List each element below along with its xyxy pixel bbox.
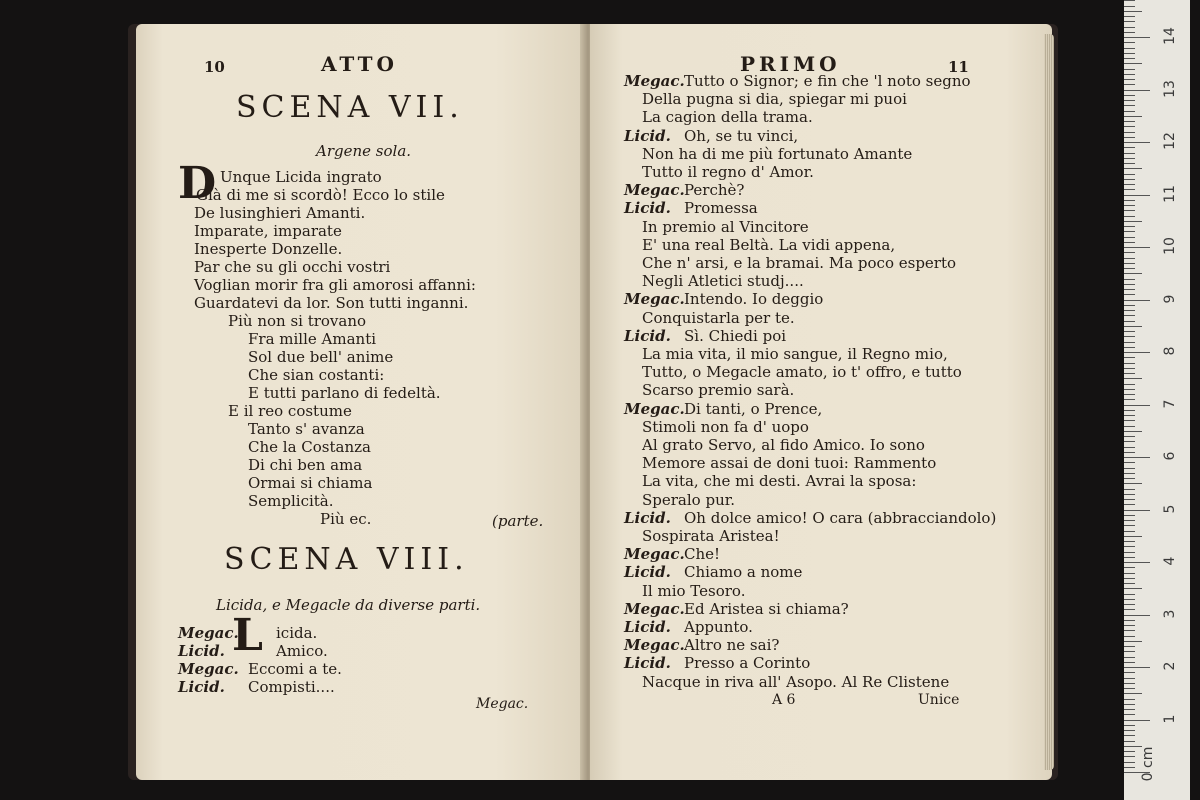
ruler-number: 13 bbox=[1162, 79, 1178, 98]
ruler-tick bbox=[1124, 237, 1135, 238]
dialogue-text: Perchè? bbox=[684, 181, 745, 200]
dialogue-text: La cagion della trama. bbox=[642, 108, 813, 127]
ruler-tick bbox=[1124, 300, 1150, 301]
ruler-tick bbox=[1124, 415, 1135, 416]
ruler-tick bbox=[1124, 583, 1135, 584]
speaker-label: Megac. bbox=[624, 599, 685, 618]
ruler-tick bbox=[1124, 279, 1135, 280]
ruler-tick bbox=[1124, 273, 1142, 274]
ruler-tick bbox=[1124, 636, 1135, 637]
ruler-number: 10 bbox=[1162, 237, 1178, 255]
ruler-tick bbox=[1124, 573, 1135, 574]
drop-cap: L bbox=[232, 610, 263, 661]
speaker-label: Megac. bbox=[624, 399, 685, 418]
ruler-number: 1 bbox=[1162, 714, 1178, 723]
ruler-tick bbox=[1124, 305, 1135, 306]
ruler-tick bbox=[1124, 363, 1135, 364]
ruler-tick bbox=[1124, 27, 1135, 28]
ruler-tick bbox=[1124, 331, 1135, 332]
ruler-tick bbox=[1124, 499, 1135, 500]
ruler-tick bbox=[1124, 326, 1142, 327]
verse-line: Tanto s' avanza bbox=[248, 420, 365, 438]
dialogue-text: Compisti.... bbox=[248, 678, 335, 696]
ruler-tick bbox=[1124, 373, 1135, 374]
ruler-tick bbox=[1124, 578, 1135, 579]
ruler-tick bbox=[1124, 263, 1135, 264]
running-head: ATTO bbox=[321, 52, 398, 76]
ruler-tick bbox=[1124, 37, 1150, 38]
ruler-tick bbox=[1124, 646, 1135, 647]
ruler-tick bbox=[1124, 189, 1135, 190]
verse-line: Più ec. bbox=[320, 510, 372, 528]
dialogue-text: Non ha di me più fortunato Amante bbox=[642, 144, 913, 163]
ruler-tick bbox=[1124, 53, 1135, 54]
ruler-tick bbox=[1124, 137, 1135, 138]
ruler-tick bbox=[1124, 531, 1135, 532]
ruler-tick bbox=[1124, 557, 1135, 558]
verse-line: Di chi ben ama bbox=[248, 456, 363, 474]
ruler-tick bbox=[1124, 179, 1135, 180]
ruler-tick bbox=[1124, 210, 1135, 211]
dialogue-text: Altro ne sai? bbox=[684, 636, 780, 655]
speaker-label: Megac. bbox=[624, 290, 685, 309]
ruler-number: 14 bbox=[1162, 27, 1178, 45]
ruler-tick bbox=[1124, 315, 1135, 316]
ruler-tick bbox=[1124, 457, 1150, 458]
ruler-tick bbox=[1124, 11, 1142, 12]
scene-title: SCENA VII. bbox=[236, 90, 464, 125]
ruler-tick bbox=[1124, 205, 1135, 206]
ruler-tick bbox=[1124, 462, 1135, 463]
verse-line: Più non si trovano bbox=[228, 312, 367, 330]
ruler-tick bbox=[1124, 289, 1135, 290]
page-number: 10 bbox=[204, 58, 225, 76]
dialogue-text: Chiamo a nome bbox=[684, 563, 803, 582]
ruler-tick bbox=[1124, 678, 1135, 679]
ruler-tick bbox=[1124, 6, 1135, 7]
ruler-tick bbox=[1124, 216, 1135, 217]
dialogue-text: Presso a Corinto bbox=[684, 654, 811, 673]
ruler-tick bbox=[1124, 751, 1135, 752]
page-number: 11 bbox=[948, 58, 969, 76]
dialogue-text: Al grato Servo, al fido Amico. Io sono bbox=[642, 436, 925, 454]
ruler-tick bbox=[1124, 641, 1142, 642]
ruler-tick bbox=[1124, 588, 1142, 589]
ruler-unit-label: 0 cm bbox=[1140, 746, 1156, 782]
ruler-tick bbox=[1124, 447, 1135, 448]
ruler-tick bbox=[1124, 599, 1135, 600]
ruler-tick bbox=[1124, 552, 1135, 553]
ruler-tick bbox=[1124, 489, 1135, 490]
ruler-tick bbox=[1124, 58, 1135, 59]
ruler-tick bbox=[1124, 594, 1135, 595]
dialogue-text: Sospirata Aristea! bbox=[642, 527, 780, 545]
speaker-label: Megac. bbox=[624, 181, 685, 200]
ruler-tick bbox=[1124, 268, 1135, 269]
ruler-tick bbox=[1124, 483, 1142, 484]
dialogue-text: Della pugna si dia, spiegar mi puoi bbox=[642, 90, 907, 109]
ruler-tick bbox=[1124, 399, 1135, 400]
ruler-tick bbox=[1124, 546, 1135, 547]
dialogue-text: Tutto o Signor; e fin che 'l noto segno bbox=[684, 72, 971, 90]
speaker-label: Licid. bbox=[624, 199, 671, 218]
ruler-tick bbox=[1124, 468, 1135, 469]
ruler-tick bbox=[1124, 336, 1135, 337]
ruler-tick bbox=[1124, 116, 1142, 117]
dialogue-text: Tutto il regno d' Amor. bbox=[642, 163, 814, 181]
ruler-number: 8 bbox=[1162, 346, 1178, 356]
dialogue-text: Di tanti, o Prence, bbox=[684, 399, 823, 418]
speaker-label: Licid. bbox=[624, 563, 671, 582]
ruler-tick bbox=[1124, 105, 1135, 106]
ruler-number: 6 bbox=[1162, 451, 1178, 461]
dialogue-text: icida. bbox=[276, 624, 318, 642]
ruler-tick bbox=[1124, 0, 1135, 1]
stage-direction: Argene sola. bbox=[316, 142, 412, 160]
dialogue-text: Appunto. bbox=[684, 618, 753, 636]
ruler-tick bbox=[1124, 714, 1135, 715]
ruler-tick bbox=[1124, 16, 1135, 17]
ruler-tick bbox=[1124, 426, 1135, 427]
dialogue-text: In premio al Vincitore bbox=[642, 217, 809, 236]
catchword: Unice bbox=[918, 692, 960, 708]
ruler-tick bbox=[1124, 310, 1135, 311]
dialogue-text: Ed Aristea si chiama? bbox=[684, 599, 849, 618]
ruler-tick bbox=[1124, 683, 1135, 684]
ruler-tick bbox=[1124, 452, 1135, 453]
ruler-tick bbox=[1124, 258, 1135, 259]
ruler-tick bbox=[1124, 520, 1135, 521]
ruler-tick bbox=[1124, 667, 1150, 668]
verse-line: Semplicità. bbox=[248, 492, 334, 510]
ruler-tick bbox=[1124, 536, 1142, 537]
ruler-tick bbox=[1124, 195, 1150, 196]
ruler-tick bbox=[1124, 384, 1135, 385]
stage-direction: Licida, e Megacle da diverse parti. bbox=[216, 596, 481, 614]
speaker-label: Licid. bbox=[624, 618, 671, 636]
speaker-label: Licid. bbox=[624, 126, 671, 145]
ruler-tick bbox=[1124, 431, 1142, 432]
dialogue-text: E' una real Beltà. La vidi appena, bbox=[642, 235, 896, 254]
verse-line: Che la Costanza bbox=[248, 438, 371, 456]
ruler-tick bbox=[1124, 21, 1135, 22]
ruler-number: 11 bbox=[1162, 184, 1178, 203]
signature-mark: A 6 bbox=[772, 692, 796, 708]
speaker-label: Megac. bbox=[178, 660, 239, 678]
ruler-tick bbox=[1124, 284, 1135, 285]
dialogue-text: Intendo. Io deggio bbox=[684, 290, 824, 309]
ruler-tick bbox=[1124, 699, 1135, 700]
speaker-label: Licid. bbox=[624, 326, 671, 345]
speaker-label: Licid. bbox=[624, 654, 671, 673]
ruler-tick bbox=[1124, 478, 1135, 479]
ruler-tick bbox=[1124, 95, 1135, 96]
speaker-label: Megac. bbox=[624, 545, 685, 564]
dialogue-text: Speralo pur. bbox=[642, 490, 736, 509]
dialogue-text: Sì. Chiedi poi bbox=[684, 326, 787, 345]
ruler-tick bbox=[1124, 541, 1135, 542]
exit-direction: (parte. bbox=[492, 512, 544, 530]
dialogue-text: Che n' arsi, e la bramai. Ma poco esperto bbox=[642, 254, 957, 272]
speaker-label: Megac. bbox=[624, 636, 685, 655]
verse-line: E il reo costume bbox=[228, 402, 352, 420]
ruler-tick bbox=[1124, 693, 1142, 694]
ruler-tick bbox=[1124, 158, 1135, 159]
speaker-label: Licid. bbox=[178, 642, 225, 660]
ruler-tick bbox=[1124, 420, 1135, 421]
ruler-tick bbox=[1124, 567, 1135, 568]
verse-line: Ormai si chiama bbox=[248, 474, 373, 492]
ruler-tick bbox=[1124, 231, 1135, 232]
ruler-number: 12 bbox=[1162, 132, 1178, 150]
dialogue-text: Conquistarla per te. bbox=[642, 308, 795, 327]
ruler-tick bbox=[1124, 126, 1135, 127]
ruler-tick bbox=[1124, 378, 1142, 379]
measuring-ruler bbox=[1124, 0, 1190, 800]
dialogue-text: La vita, che mi desti. Avrai la sposa: bbox=[642, 472, 917, 491]
ruler-tick bbox=[1124, 704, 1135, 705]
ruler-tick bbox=[1124, 142, 1150, 143]
ruler-tick bbox=[1124, 625, 1135, 626]
ruler-number: 5 bbox=[1162, 504, 1178, 513]
ruler-tick bbox=[1124, 709, 1135, 710]
dialogue-text: Oh, se tu vinci, bbox=[684, 126, 799, 145]
ruler-tick bbox=[1124, 688, 1135, 689]
ruler-tick bbox=[1124, 725, 1135, 726]
ruler-tick bbox=[1124, 615, 1150, 616]
verse-line: Inesperte Donzelle. bbox=[194, 240, 343, 258]
dialogue-text: Oh dolce amico! O cara (abbracciandolo) bbox=[684, 508, 997, 527]
dialogue-text: La mia vita, il mio sangue, il Regno mio, bbox=[642, 345, 948, 363]
ruler-tick bbox=[1124, 247, 1150, 248]
ruler-tick bbox=[1124, 321, 1135, 322]
ruler-tick bbox=[1124, 184, 1135, 185]
ruler-tick bbox=[1124, 147, 1135, 148]
ruler-tick bbox=[1124, 357, 1135, 358]
verse-line: Voglian morir fra gli amorosi affanni: bbox=[194, 276, 476, 294]
ruler-number: 2 bbox=[1162, 661, 1178, 671]
ruler-tick bbox=[1124, 74, 1135, 75]
ruler-tick bbox=[1124, 294, 1135, 295]
ruler-tick bbox=[1124, 562, 1150, 563]
ruler-tick bbox=[1124, 662, 1135, 663]
dialogue-text: Memore assai de doni tuoi: Rammento bbox=[642, 454, 937, 473]
ruler-tick bbox=[1124, 42, 1135, 43]
ruler-tick bbox=[1124, 69, 1135, 70]
ruler-tick bbox=[1124, 720, 1150, 721]
ruler-tick bbox=[1124, 515, 1135, 516]
ruler-tick bbox=[1124, 84, 1135, 85]
dialogue-text: Scarso premio sarà. bbox=[642, 381, 795, 400]
ruler-tick bbox=[1124, 741, 1135, 742]
dialogue-text: Che! bbox=[684, 545, 721, 564]
verse-line: Che sian costanti: bbox=[248, 366, 385, 384]
ruler-number: 3 bbox=[1162, 609, 1178, 618]
ruler-tick bbox=[1124, 153, 1135, 154]
ruler-tick bbox=[1124, 352, 1150, 353]
ruler-tick bbox=[1124, 762, 1135, 763]
dialogue-text: Promessa bbox=[684, 199, 758, 218]
ruler-number: 4 bbox=[1162, 556, 1178, 566]
ruler-tick bbox=[1124, 200, 1135, 201]
ruler-tick bbox=[1124, 121, 1135, 122]
ruler-tick bbox=[1124, 756, 1135, 757]
ruler-tick bbox=[1124, 226, 1135, 227]
ruler-tick bbox=[1124, 132, 1135, 133]
scene-title: SCENA VIII. bbox=[224, 542, 469, 577]
page-edges bbox=[1044, 34, 1054, 770]
ruler-tick bbox=[1124, 609, 1135, 610]
ruler-tick bbox=[1124, 79, 1135, 80]
dialogue-text: Negli Atletici studj.... bbox=[642, 272, 804, 291]
ruler-tick bbox=[1124, 63, 1142, 64]
ruler-tick bbox=[1124, 174, 1135, 175]
left-page bbox=[136, 24, 586, 780]
ruler-tick bbox=[1124, 48, 1135, 49]
ruler-tick bbox=[1124, 410, 1135, 411]
ruler-tick bbox=[1124, 767, 1135, 768]
ruler-number: 7 bbox=[1162, 399, 1178, 408]
speaker-label: Megac. bbox=[624, 72, 685, 90]
verse-line: De lusinghieri Amanti. bbox=[194, 204, 366, 222]
ruler-tick bbox=[1124, 394, 1135, 395]
running-head: PRIMO bbox=[740, 52, 841, 76]
dialogue-text: Il mio Tesoro. bbox=[642, 581, 746, 600]
ruler-tick bbox=[1124, 368, 1135, 369]
speaker-label: Licid. bbox=[624, 508, 671, 527]
ruler-tick bbox=[1124, 657, 1135, 658]
dialogue-text: Eccomi a te. bbox=[248, 660, 342, 678]
ruler-tick bbox=[1124, 735, 1135, 736]
verse-line: Par che su gli occhi vostri bbox=[194, 258, 391, 276]
verse-line: Unque Licida ingrato bbox=[220, 168, 382, 186]
ruler-tick bbox=[1124, 504, 1135, 505]
ruler-tick bbox=[1124, 630, 1135, 631]
verse-line: Imparate, imparate bbox=[194, 222, 342, 240]
ruler-tick bbox=[1124, 347, 1135, 348]
catchword: Megac. bbox=[476, 696, 529, 712]
ruler-tick bbox=[1124, 651, 1135, 652]
ruler-tick bbox=[1124, 436, 1135, 437]
ruler-tick bbox=[1124, 100, 1135, 101]
ruler-tick bbox=[1124, 672, 1135, 673]
ruler-tick bbox=[1124, 730, 1135, 731]
speaker-label: Licid. bbox=[178, 678, 225, 696]
drop-cap: D bbox=[178, 158, 217, 209]
ruler-tick bbox=[1124, 342, 1135, 343]
ruler-tick bbox=[1124, 510, 1150, 511]
ruler-tick bbox=[1124, 252, 1135, 253]
right-page bbox=[590, 24, 1052, 780]
dialogue-text: Amico. bbox=[276, 642, 328, 660]
ruler-tick bbox=[1124, 168, 1142, 169]
dialogue-text: Stimoli non fa d' uopo bbox=[642, 417, 809, 436]
ruler-number: 9 bbox=[1162, 294, 1178, 303]
ruler-tick bbox=[1124, 494, 1135, 495]
verse-line: Sol due bell' anime bbox=[248, 348, 394, 366]
dialogue-text: Nacque in riva all' Asopo. Al Re Clistene bbox=[642, 672, 950, 691]
ruler-tick bbox=[1124, 604, 1135, 605]
ruler-tick bbox=[1124, 441, 1135, 442]
ruler-tick bbox=[1124, 525, 1135, 526]
verse-line: Fra mille Amanti bbox=[248, 330, 377, 348]
dialogue-text: Tutto, o Megacle amato, io t' offro, e tutto bbox=[642, 363, 962, 382]
ruler-tick bbox=[1124, 620, 1135, 621]
ruler-tick bbox=[1124, 163, 1135, 164]
verse-line: Guardatevi da lor. Son tutti inganni. bbox=[194, 294, 469, 312]
open-book bbox=[128, 24, 1058, 780]
ruler-tick bbox=[1124, 405, 1150, 406]
ruler-tick bbox=[1124, 242, 1135, 243]
ruler-tick bbox=[1124, 111, 1135, 112]
ruler-tick bbox=[1124, 32, 1135, 33]
verse-line: Già di me si scordò! Ecco lo stile bbox=[196, 186, 445, 204]
ruler-tick bbox=[1124, 473, 1135, 474]
ruler-tick bbox=[1124, 90, 1150, 91]
ruler-tick bbox=[1124, 389, 1135, 390]
ruler-tick bbox=[1124, 221, 1142, 222]
speaker-label: Megac. bbox=[178, 624, 239, 642]
verse-line: E tutti parlano di fedeltà. bbox=[248, 384, 441, 402]
